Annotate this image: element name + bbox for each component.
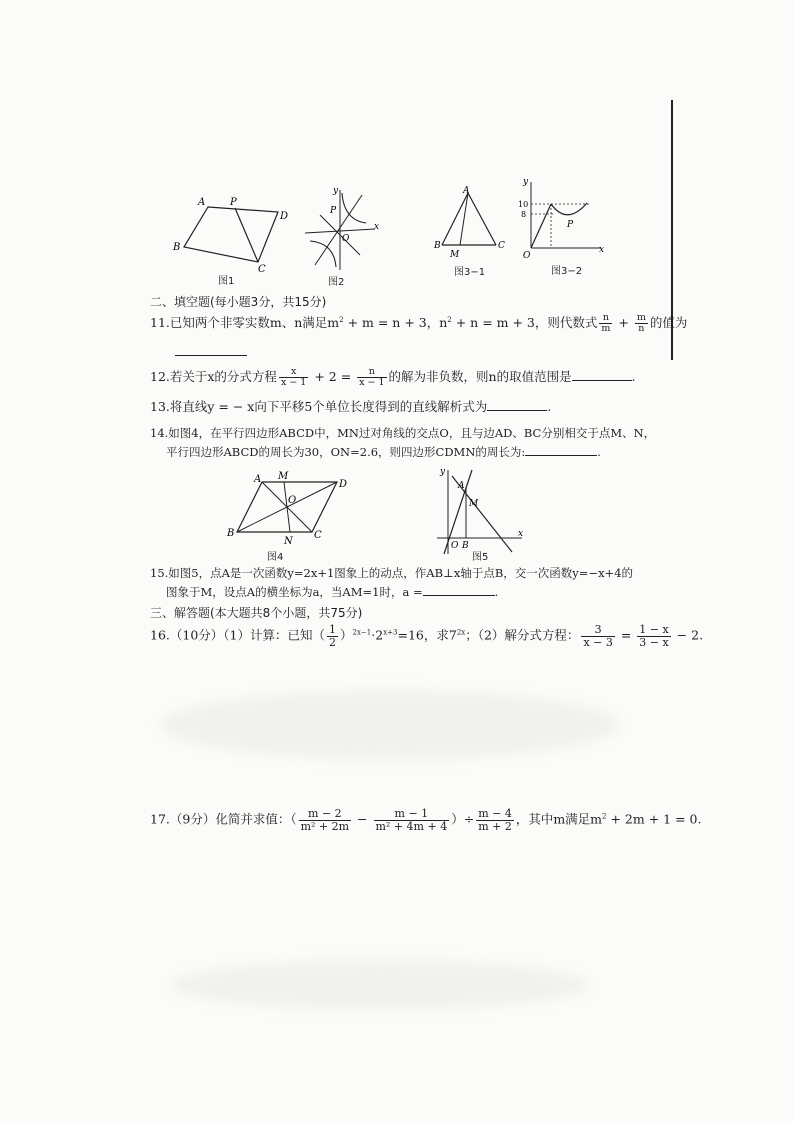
section-3-title: 三、解答题(本大题共8个小题，共75分) bbox=[150, 606, 363, 620]
label-B: B bbox=[462, 541, 469, 551]
question-12: 12.若关于x的分式方程 $\frac{x}{x - 1}$ + 2 = $\frac{n}{x - 1}$ 的解为非负数，则n的取值范围是 . bbox=[150, 366, 636, 388]
q17-fraction-1: $\frac{m - 2}{\text{m² + 2m}}$ bbox=[300, 807, 350, 833]
label-A: A bbox=[198, 197, 206, 208]
question-16 bbox=[150, 624, 703, 648]
figure-3-1-caption: 图3−1 bbox=[454, 267, 486, 278]
q11-fraction-1: $\frac{n}{m}$ bbox=[601, 312, 611, 334]
q16-text2: ） bbox=[340, 627, 353, 643]
q17-fraction-2: $\frac{m - 1}{\text{m² + 4m + 4}}$ bbox=[375, 807, 448, 833]
q17-text1: 17.（9分）化简并求值：（ bbox=[150, 811, 297, 827]
q16-text1: 16.（10分）（1）计算：已知（ bbox=[150, 627, 325, 643]
q12-fraction-2: $\frac{n}{x - 1}$ bbox=[359, 366, 385, 388]
label-O: O bbox=[288, 495, 297, 506]
q17-minus: − bbox=[353, 811, 372, 827]
figure-1-caption: 图1 bbox=[218, 276, 235, 287]
label-A: A bbox=[463, 186, 470, 196]
q16-sup1: 2x−1 bbox=[352, 628, 372, 637]
label-A: A bbox=[458, 481, 465, 491]
q16-fraction-2: $\frac{3}{x - 3}$ bbox=[583, 623, 613, 649]
label-D: D bbox=[339, 479, 348, 490]
bleed-through-smudge bbox=[160, 690, 620, 760]
q16-text4: =16，求7 bbox=[397, 627, 457, 643]
q11-answer-blank bbox=[175, 344, 247, 359]
question-14-line-2: 平行四边形ABCD的周长为30，ON=2.6，则四边形CDMN的周长为: . bbox=[166, 445, 601, 459]
bleed-through-smudge bbox=[170, 960, 590, 1010]
label-M: M bbox=[278, 471, 289, 482]
q17-text3: ，其中m满足m bbox=[515, 811, 603, 827]
q16-sup3: 2x bbox=[456, 628, 466, 637]
q12-text1: 12.若关于x的分式方程 bbox=[150, 369, 277, 384]
label-P: P bbox=[330, 206, 337, 216]
label-O: O bbox=[451, 541, 459, 551]
q11-text3: + n = m + 3，则代数式 bbox=[451, 315, 598, 330]
q16-tail: − 2. bbox=[672, 627, 704, 643]
label-P: P bbox=[230, 197, 237, 208]
q11-text1: 11.已知两个非零实数m、n满足m bbox=[150, 315, 340, 330]
label-C: C bbox=[258, 264, 266, 275]
q15-line2: 图象于M，设点A的横坐标为a，当AM=1时，a = bbox=[166, 585, 423, 599]
q11-plus: + bbox=[614, 315, 633, 330]
label-P: P bbox=[567, 220, 574, 230]
q14-line2: 平行四边形ABCD的周长为30，ON=2.6，则四边形CDMN的周长为: bbox=[166, 445, 526, 459]
tick-8: 8 bbox=[521, 210, 527, 219]
figure-3-2 bbox=[515, 178, 605, 277]
label-x: x bbox=[374, 222, 380, 232]
label-B: B bbox=[173, 242, 181, 253]
q12-text2: 的解为非负数，则n的取值范围是 bbox=[388, 369, 572, 384]
q14-answer-blank bbox=[525, 445, 597, 456]
question-15-line-1: 15.如图5，点A是一次函数y=2x+1图象上的动点，作AB⊥x轴于点B，交一次函数y=−x+4的 bbox=[150, 566, 634, 580]
label-A: A bbox=[254, 474, 262, 485]
label-M: M bbox=[450, 250, 460, 260]
q13-text: 13.将直线y = − x向下平移5个单位长度得到的直线解析式为 bbox=[150, 399, 488, 414]
figure-5-caption: 图5 bbox=[472, 552, 489, 563]
label-C: C bbox=[314, 530, 322, 541]
label-x: x bbox=[518, 529, 524, 539]
q13-answer-blank bbox=[487, 400, 547, 411]
q17-sup1: 2 bbox=[602, 812, 607, 821]
figure-5 bbox=[432, 466, 527, 563]
label-y: y bbox=[333, 186, 339, 196]
q16-fraction-half: $\frac{1}{2}$ bbox=[329, 623, 336, 649]
q17-text2: ）÷ bbox=[451, 811, 475, 827]
q11-sup2: 2 bbox=[447, 315, 452, 324]
q16-sup2: x+3 bbox=[383, 628, 398, 637]
label-B: B bbox=[227, 528, 235, 539]
label-N: N bbox=[284, 536, 293, 547]
figure-4-caption: 图4 bbox=[267, 552, 284, 563]
label-D: D bbox=[280, 211, 289, 222]
q11-sup1: 2 bbox=[339, 315, 344, 324]
q16-text3: ·2 bbox=[371, 627, 384, 643]
q16-eq: = bbox=[616, 627, 636, 643]
figure-2 bbox=[300, 185, 380, 288]
figure-2-caption: 图2 bbox=[328, 277, 345, 288]
label-y: y bbox=[523, 178, 529, 187]
q17-text4: + 2m + 1 = 0. bbox=[606, 811, 702, 827]
label-C: C bbox=[498, 241, 505, 251]
q12-mid: + 2 = bbox=[310, 369, 356, 384]
q15-answer-blank bbox=[423, 585, 495, 596]
q17-fraction-3: $\frac{m - 4}{m + 2}$ bbox=[478, 807, 512, 833]
figure-4 bbox=[222, 470, 352, 563]
q12-fraction-1: $\frac{x}{x - 1}$ bbox=[280, 366, 307, 388]
figure-3-2-caption: 图3−2 bbox=[551, 266, 583, 277]
figure-1 bbox=[168, 192, 298, 287]
q16-text5: ；（2）解分式方程： bbox=[465, 627, 580, 643]
tick-10: 10 bbox=[518, 200, 529, 209]
question-17 bbox=[150, 808, 701, 832]
question-11 bbox=[150, 313, 687, 334]
section-2-title: 二、填空题(每小题3分，共15分) bbox=[150, 295, 327, 309]
figure-3-1 bbox=[432, 185, 512, 278]
question-14-line-1: 14.如图4，在平行四边形ABCD中，MN过对角线的交点O，且与边AD、BC分别相交于点M、N， bbox=[150, 426, 656, 440]
q12-answer-blank bbox=[572, 370, 632, 381]
label-y: y bbox=[440, 467, 446, 477]
label-B: B bbox=[434, 241, 441, 251]
label-x: x bbox=[599, 245, 605, 255]
label-M: M bbox=[469, 499, 479, 509]
label-O: O bbox=[342, 234, 350, 244]
q11-text4: 的值为 bbox=[649, 315, 688, 330]
q11-fraction-2: $\frac{m}{n}$ bbox=[636, 312, 646, 334]
question-13: 13.将直线y = − x向下平移5个单位长度得到的直线解析式为 . bbox=[150, 399, 552, 414]
label-O: O bbox=[523, 251, 531, 261]
q16-fraction-3: $\frac{1 - x}{3 - x}$ bbox=[639, 623, 669, 649]
q11-text2: + m = n + 3，n bbox=[343, 315, 448, 330]
question-15-line-2: 图象于M，设点A的横坐标为a，当AM=1时，a = . bbox=[166, 585, 499, 599]
